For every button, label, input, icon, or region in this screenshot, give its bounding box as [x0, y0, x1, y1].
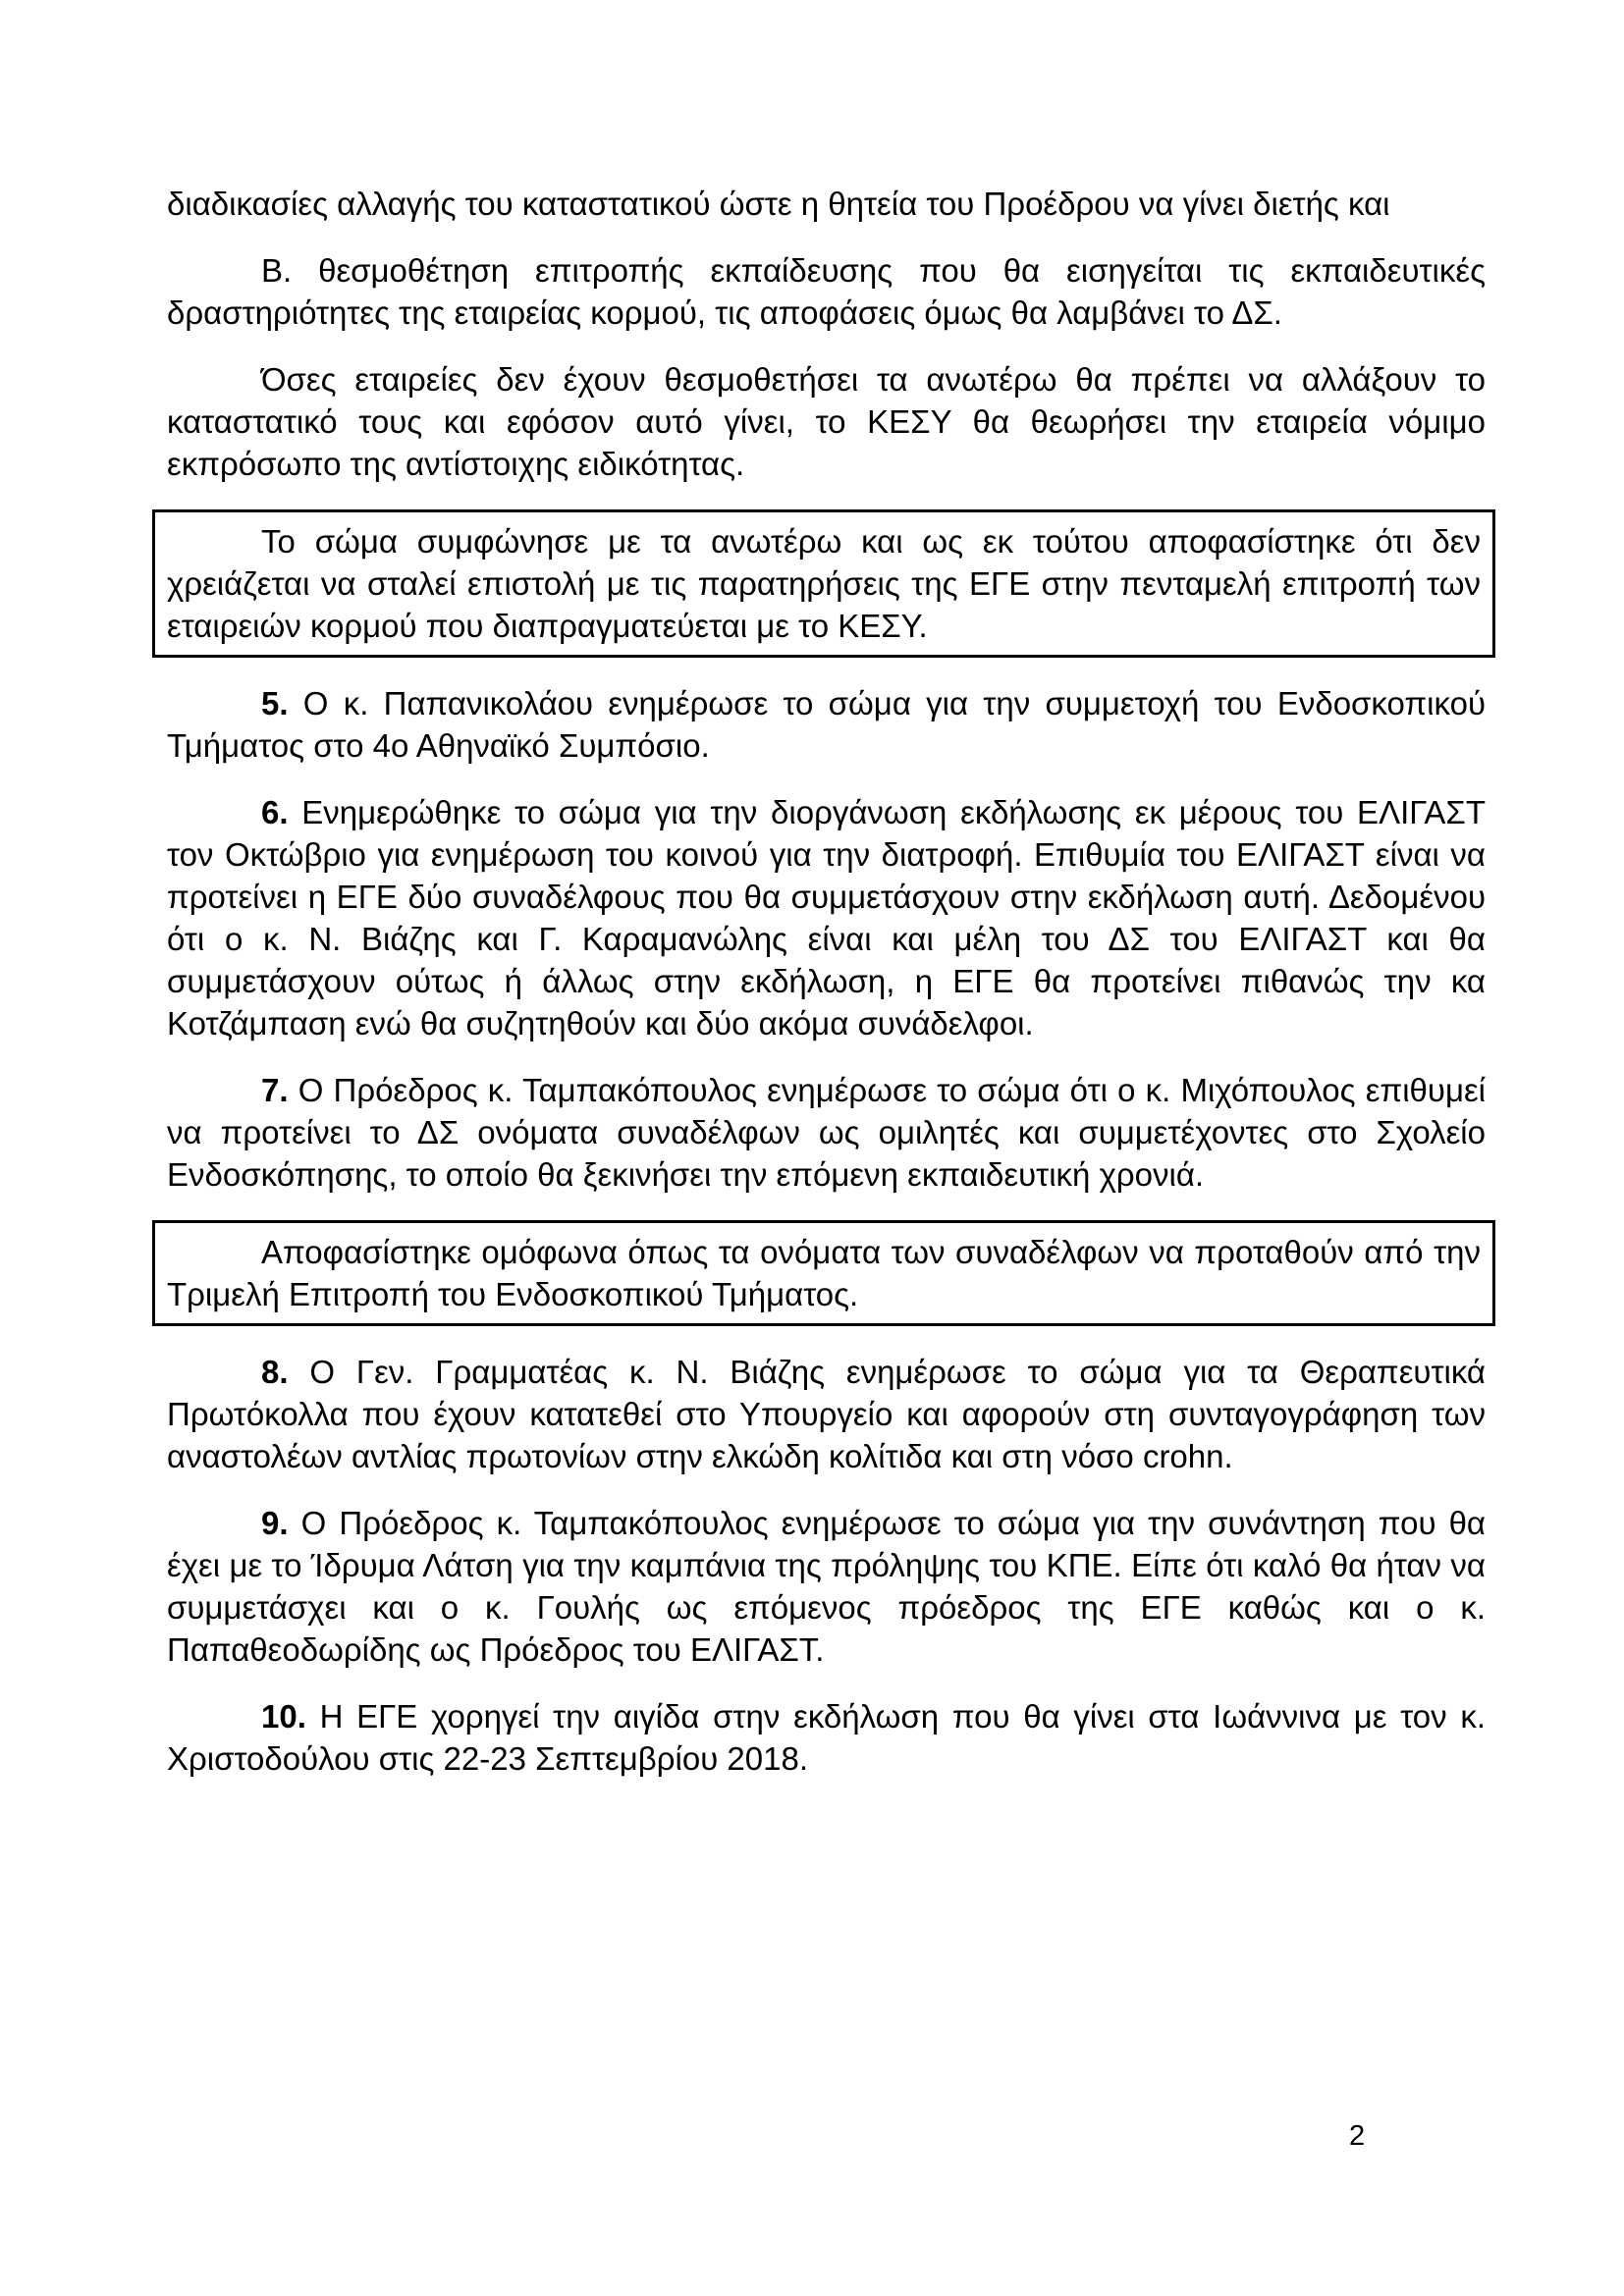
paragraph-text: Ο Πρόεδρος κ. Ταμπακόπουλος ενημέρωσε το σώμα για την συνάντηση που θα έχει με το Ίδρυμα Λάτση για την καμπάνια της πρόληψης του ΚΠΕ. Είπε ότι καλό θα ήταν να συμμετάσχει και ο κ. Γουλής ως επόμενος πρόεδρος της ΕΓΕ καθώς και ο κ. Παπαθεοδωρίδης ως Πρόεδρος του ΕΛΙΓΑΣΤ. [167, 1505, 1487, 1668]
paragraph [167, 1351, 1486, 1477]
paragraph-text: Αποφασίστηκε ομόφωνα όπως τα ονόματα των συναδέλφων να προταθούν από την Τριμελή Επιτροπή του Ενδοσκοπικού Τμήματος. [167, 1234, 1481, 1312]
paragraph [167, 682, 1486, 767]
paragraph-text: Η ΕΓΕ χορηγεί την αιγίδα στην εκδήλωση που θα γίνει στα Ιωάννινα με τον κ. Χριστοδούλου στις 22-23 Σεπτεμβρίου 2018. [167, 1698, 1486, 1777]
paragraph-text: διαδικασίες αλλαγής του καταστατικού ώστε η θητεία του Προέδρου να γίνει διετής και [167, 186, 1390, 222]
paragraph [167, 249, 1486, 334]
decision-box-paragraph [152, 1220, 1495, 1326]
page-number: 2 [1349, 2120, 1366, 2152]
item-number: 7. [261, 1072, 289, 1108]
paragraph-text: Ενημερώθηκε το σώμα για την διοργάνωση εκδήλωσης εκ μέρους του ΕΛΙΓΑΣΤ τον Οκτώβριο για ενημέρωση του κοινού για την διατροφή. Επιθυμία του ΕΛΙΓΑΣΤ είναι να προτείνει η ΕΓΕ δύο συναδέλφους που θα συμμετάσχουν στην εκδήλωση αυτή. Δεδομένου ότι ο κ. Ν. Βιάζης και Γ. Καραμανώλης είναι και μέλη του ΔΣ του ΕΛΙΓΑΣΤ και θα συμμετάσχουν ούτως ή άλλως στην εκδήλωση, η ΕΓΕ θα προτείνει πιθανώς την κα Κοτζάμπαση ενώ θα συζητηθούν και δύο ακόμα συνάδελφοι. [167, 794, 1486, 1041]
paragraph [167, 1069, 1486, 1196]
item-number: 5. [261, 685, 289, 721]
item-number: 8. [261, 1354, 289, 1390]
paragraph [167, 1695, 1486, 1780]
item-number: 10. [261, 1698, 306, 1735]
decision-box-paragraph [152, 509, 1495, 658]
paragraph-text: Β. θεσμοθέτηση επιτροπής εκπαίδευσης που θα εισηγείται τις εκπαιδευτικές δραστηριότητες της εταιρείας κορμού, τις αποφάσεις όμως θα λαμβάνει το ΔΣ. [167, 252, 1486, 331]
document-body [167, 183, 1486, 1804]
paragraph [167, 791, 1486, 1044]
paragraph-text: Όσες εταιρείες δεν έχουν θεσμοθετήσει τα ανωτέρω θα πρέπει να αλλάξουν το καταστατικό τους και εφόσον αυτό γίνει, το ΚΕΣΥ θα θεωρήσει την εταιρεία νόμιμο εκπρόσωπο της αντίστοιχης ειδικότητας. [167, 361, 1486, 482]
paragraph [167, 183, 1486, 225]
item-number: 9. [261, 1505, 289, 1541]
paragraph-text: Ο Πρόεδρος κ. Ταμπακόπουλος ενημέρωσε το σώμα ότι ο κ. Μιχόπουλος επιθυμεί να προτείνει το ΔΣ ονόματα συναδέλφων ως ομιλητές και συμμετέχοντες στο Σχολείο Ενδοσκόπησης, το οποίο θα ξεκινήσει την επόμενη εκπαιδευτική χρονιά. [167, 1072, 1486, 1193]
paragraph-text: Το σώμα συμφώνησε με τα ανωτέρω και ως εκ τούτου αποφασίστηκε ότι δεν χρειάζεται να σταλεί επιστολή με τις παρατηρήσεις της ΕΓΕ στην πενταμελή επιτροπή των εταιρειών κορμού που διαπραγματεύεται με το ΚΕΣΥ. [167, 523, 1481, 644]
item-number: 6. [261, 794, 289, 830]
paragraph [167, 1502, 1486, 1671]
paragraph [167, 358, 1486, 485]
paragraph-text: Ο κ. Παπανικολάου ενημέρωσε το σώμα για την συμμετοχή του Ενδοσκοπικού Τμήματος στο 4ο Αθηναϊκό Συμπόσιο. [167, 685, 1486, 764]
paragraph-text: Ο Γεν. Γραμματέας κ. Ν. Βιάζης ενημέρωσε το σώμα για τα Θεραπευτικά Πρωτόκολλα που έχουν κατατεθεί στο Υπουργείο και αφορούν στη συνταγογράφηση των αναστολέων αντλίας πρωτονίων στην ελκώδη κολίτιδα και στη νόσο crohn. [167, 1354, 1486, 1474]
